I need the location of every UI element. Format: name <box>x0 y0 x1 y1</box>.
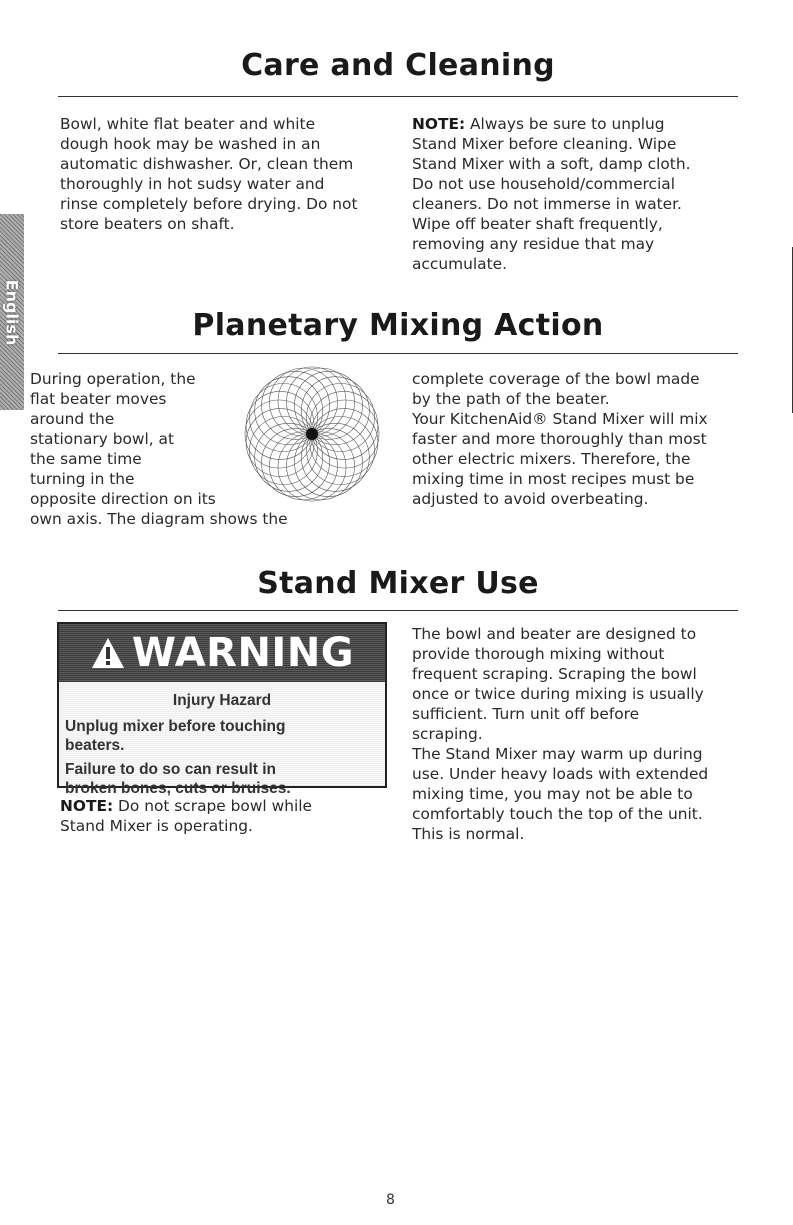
text-line: Wipe off beater shaft frequently, <box>412 215 663 233</box>
text-line: scraping. <box>412 725 483 743</box>
text-line: cleaners. Do not immerse in water. <box>412 195 682 213</box>
text-line: sufficient. Turn unit off before <box>412 705 640 723</box>
note-text: Always be sure to unplug <box>465 115 665 133</box>
care-cleaning-title: Care and Cleaning <box>241 48 555 83</box>
warning-hazard: Injury Hazard <box>172 692 272 709</box>
diagram-center-dot <box>306 428 318 440</box>
warning-banner <box>59 624 385 682</box>
text-line: the same time <box>30 450 142 468</box>
planetary-right-paragraph <box>412 369 747 509</box>
use-note-paragraph <box>60 796 395 836</box>
beater-path-loop <box>295 371 363 439</box>
text-line: This is normal. <box>412 825 525 843</box>
text-line: frequent scraping. Scraping the bowl <box>412 665 697 683</box>
text-line: comfortably touch the top of the unit. <box>412 805 703 823</box>
beater-path-loop <box>246 391 314 459</box>
warning-line: Failure to do so can result in <box>65 761 277 778</box>
beater-path-loop <box>307 417 375 485</box>
care-left-paragraph <box>60 114 395 234</box>
text-line: mixing time in most recipes must be <box>412 470 695 488</box>
beater-path-loop <box>287 432 355 500</box>
language-tab-label: English <box>2 279 22 345</box>
note-text: Do not scrape bowl while <box>113 797 312 815</box>
warning-line: beaters. <box>65 737 125 754</box>
text-line: Do not use household/commercial <box>412 175 675 193</box>
warning-line: broken bones, cuts or bruises. <box>65 780 291 797</box>
use-right-paragraph <box>412 624 747 844</box>
beater-path-loop <box>249 417 317 485</box>
language-tab-label-wrap <box>0 214 24 410</box>
beater-path-loop <box>262 429 330 497</box>
text-line: rinse completely before drying. Do not <box>60 195 358 213</box>
beater-path-loop <box>246 409 314 477</box>
beater-path-loop <box>262 371 330 439</box>
text-line: During operation, the <box>30 370 196 388</box>
text-line: adjusted to avoid overbeating. <box>412 490 649 508</box>
planetary-title: Planetary Mixing Action <box>192 308 604 343</box>
text-line: other electric mixers. Therefore, the <box>412 450 691 468</box>
text-line: Your KitchenAid® Stand Mixer will mix <box>412 410 708 428</box>
text-line: automatic dishwasher. Or, clean them <box>60 155 354 173</box>
beater-path-loop <box>249 384 317 452</box>
text-line: Bowl, white flat beater and white <box>60 115 316 133</box>
text-line: The Stand Mixer may warm up during <box>412 745 703 763</box>
warning-line: Unplug mixer before touching <box>65 718 286 735</box>
text-line: faster and more thoroughly than most <box>412 430 707 448</box>
warning-word: WARNING <box>131 630 355 676</box>
text-line: around the <box>30 410 115 428</box>
text-line: opposite direction on its <box>30 490 216 508</box>
text-line: complete coverage of the bowl made <box>412 370 700 388</box>
warning-box <box>57 622 387 797</box>
beater-path-loop <box>307 384 375 452</box>
text-line: Stand Mixer is operating. <box>60 817 253 835</box>
text-line: accumulate. <box>412 255 507 273</box>
beater-path-loop <box>310 409 378 477</box>
text-line: own axis. The diagram shows the <box>30 510 288 528</box>
text-line: by the path of the beater. <box>412 390 610 408</box>
stand-mixer-use-rule <box>58 610 738 611</box>
text-line <box>412 114 747 134</box>
care-cleaning-rule <box>58 96 738 97</box>
stand-mixer-use-title: Stand Mixer Use <box>257 566 539 601</box>
beater-path-loop <box>310 391 378 459</box>
text-line: stationary bowl, at <box>30 430 175 448</box>
text-line: Stand Mixer with a soft, damp cloth. <box>412 155 691 173</box>
beater-path-loop <box>295 429 363 497</box>
text-line: provide thorough mixing without <box>412 645 665 663</box>
text-line <box>60 796 395 816</box>
beater-path-loop <box>287 368 355 436</box>
text-line: dough hook may be washed in an <box>60 135 321 153</box>
planetary-rule <box>58 353 738 354</box>
note-label: NOTE: <box>412 115 466 133</box>
text-line: use. Under heavy loads with extended <box>412 765 709 783</box>
note-label: NOTE: <box>60 797 114 815</box>
text-line: turning in the <box>30 470 135 488</box>
warning-triangle-icon <box>90 636 126 670</box>
beater-path-loop <box>269 432 337 500</box>
beater-path-loop <box>269 368 337 436</box>
text-line: mixing time, you may not be able to <box>412 785 693 803</box>
text-line: store beaters on shaft. <box>60 215 235 233</box>
text-line: once or twice during mixing is usually <box>412 685 704 703</box>
page-number: 8 <box>386 1192 395 1208</box>
text-line: thoroughly in hot sudsy water and <box>60 175 325 193</box>
text-line: removing any residue that may <box>412 235 655 253</box>
text-line: The bowl and beater are designed to <box>412 625 697 643</box>
text-line: flat beater moves <box>30 390 167 408</box>
planetary-mixing-diagram <box>244 366 380 502</box>
care-right-paragraph <box>412 114 747 274</box>
text-line: Stand Mixer before cleaning. Wipe <box>412 135 677 153</box>
